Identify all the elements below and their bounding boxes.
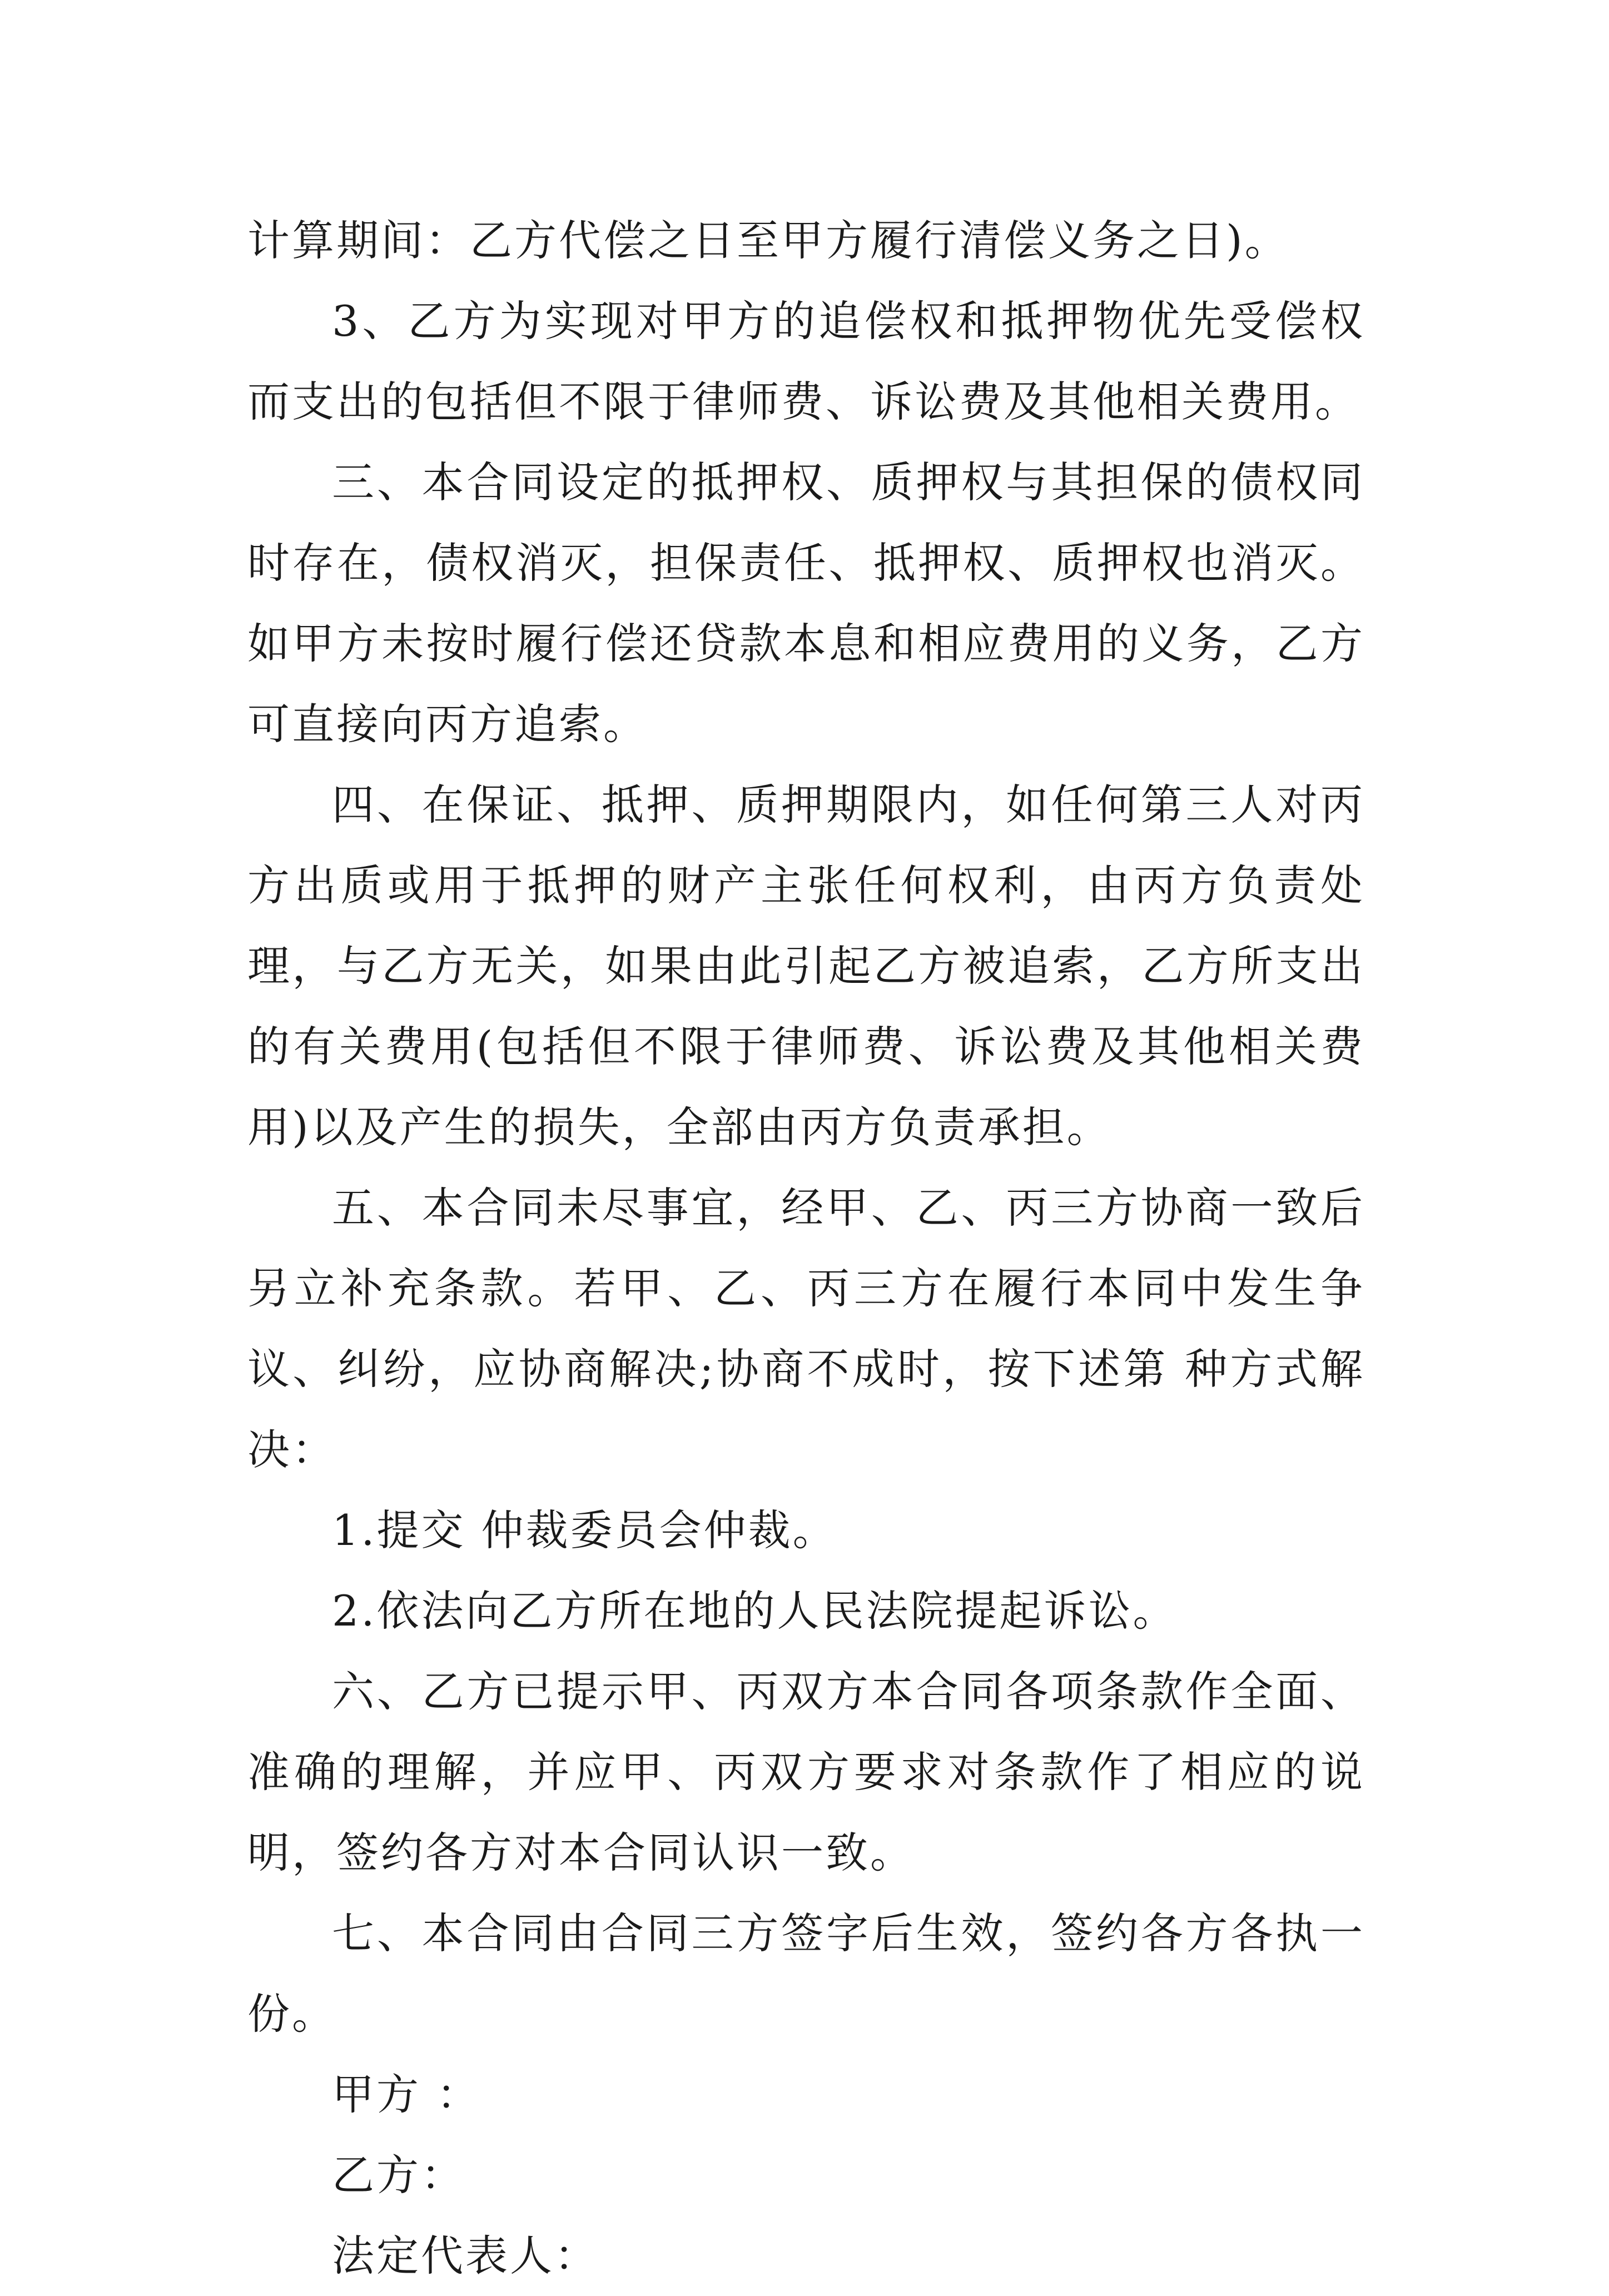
signature-party-a: 甲方 ：	[332, 2070, 481, 2119]
paragraph-option-1: 1.提交 仲裁委员会仲裁。	[332, 1505, 837, 1555]
paragraph-calc-period: 计算期间：乙方代偿之日至甲方履行清偿义务之日)。	[247, 216, 1289, 265]
paragraph-article-5: 五、本合同未尽事宜，经甲、乙、丙三方协商一致后另立补充条款。若甲、乙、丙三方在履行本同中发生争议、纠纷，应协商解决;协商不成时，按下述第 种方式解决：	[247, 1183, 1365, 1474]
paragraph-clause-3: 3、乙方为实现对甲方的追偿权和抵押物优先受偿权而支出的包括但不限于律师费、诉讼费及其他相关费用。	[247, 296, 1365, 426]
signature-legal-representative: 法定代表人：	[332, 2231, 599, 2280]
signature-party-b: 乙方：	[332, 2150, 465, 2200]
paragraph-article-7: 七、本合同由合同三方签字后生效，签约各方各执一份。	[247, 1909, 1365, 2039]
document-body	[247, 200, 1365, 2296]
paragraph-article-4: 四、在保证、抵押、质押期限内，如任何第三人对丙方出质或用于抵押的财产主张任何权利，由丙方负责处理，与乙方无关，如果由此引起乙方被追索，乙方所支出的有关费用(包括但不限于律师费、诉讼费及其他相关费用)以及产生的损失，全部由丙方负责承担。	[247, 780, 1365, 1152]
paragraph-article-6: 六、乙方已提示甲、丙双方本合同各项条款作全面、准确的理解，并应甲、丙双方要求对条款作了相应的说明，签约各方对本合同认识一致。	[247, 1667, 1365, 1877]
paragraph-article-3: 三、本合同设定的抵押权、质押权与其担保的债权同时存在，债权消灭，担保责任、抵押权、质押权也消灭。如甲方未按时履行偿还贷款本息和相应费用的义务，乙方可直接向丙方追索。	[247, 458, 1365, 749]
paragraph-option-2: 2.依法向乙方所在地的人民法院提起诉讼。	[332, 1586, 1178, 1636]
